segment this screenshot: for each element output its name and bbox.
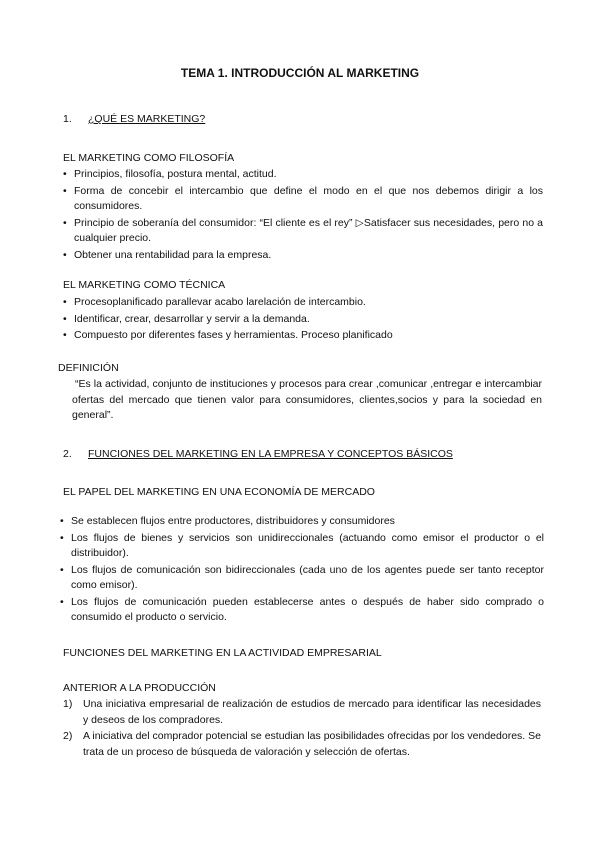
section-2-title: FUNCIONES DEL MARKETING EN LA EMPRESA Y CONCEPTOS BÁSICOS bbox=[88, 448, 453, 460]
section-1-title: ¿QUÉ ES MARKETING? bbox=[88, 113, 206, 125]
anterior-list bbox=[63, 697, 541, 761]
papel-heading: EL PAPEL DEL MARKETING EN UNA ECONOMÍA DE MERCADO bbox=[63, 486, 375, 498]
list-item: • Obtener una rentabilidad para la empresa. bbox=[63, 248, 272, 261]
anterior-heading: ANTERIOR A LA PRODUCCIÓN bbox=[63, 682, 216, 694]
list-item: • Se establecen flujos entre productores, distribuidores y consumidores bbox=[60, 515, 395, 527]
section-2-number: 2. bbox=[63, 448, 72, 460]
list-item: • Los flujos de comunicación pueden establecerse antes o después de haber sido comprado o consumido el producto o servicio. bbox=[60, 595, 544, 623]
list-item: • Los flujos de comunicación son bidireccionales (cada uno de los agentes puede ser tanto receptor como emisor). bbox=[60, 563, 544, 591]
section-1-number: 1. bbox=[63, 113, 72, 125]
document-title: TEMA 1. INTRODUCCIÓN AL MARKETING bbox=[180, 66, 420, 80]
definicion-text: “Es la actividad, conjunto de instituciones y procesos para crear ,comunicar ,entregar e intercambiar ofertas del mercado que tienen valor para consumidores, clientes,socios y para la sociedad en general”. bbox=[72, 378, 542, 421]
list-item: • Principio de soberanía del consumidor: “El cliente es el rey” ▷Satisfacer sus necesidades, pero no a cualquier precio. bbox=[63, 216, 543, 244]
tecnica-list bbox=[63, 295, 543, 345]
papel-list bbox=[60, 514, 544, 627]
list-item: • Compuesto por diferentes fases y herramientas. Proceso planificado bbox=[63, 329, 393, 341]
section-1-heading bbox=[63, 112, 205, 128]
list-item: • Forma de concebir el intercambio que define el modo en el que nos debemos dirigir a los consumidores. bbox=[63, 184, 543, 212]
list-item: 2) A iniciativa del comprador potencial se estudian las posibilidades ofrecidas por los vendedores. Se trata de un proceso de búsqueda de valoración y selección de ofertas. bbox=[63, 730, 541, 758]
list-item: • Identificar, crear, desarrollar y servir a la demanda. bbox=[63, 312, 310, 325]
funciones-heading: FUNCIONES DEL MARKETING EN LA ACTIVIDAD EMPRESARIAL bbox=[63, 647, 382, 659]
filosofia-list bbox=[63, 167, 543, 264]
filosofia-heading: EL MARKETING COMO FILOSOFÍA bbox=[63, 152, 235, 164]
list-item: • Los flujos de bienes y servicios son unidireccionales (actuando como emisor el productor o el distribuidor). bbox=[60, 531, 544, 559]
list-item: • Procesoplanificado parallevar acabo larelación de intercambio. bbox=[63, 296, 366, 308]
list-item: 1) Una iniciativa empresarial de realización de estudios de mercado para identificar las necesidades y deseos de los compradores. bbox=[63, 698, 541, 726]
definicion-heading: DEFINICIÓN bbox=[58, 362, 119, 374]
tecnica-heading: EL MARKETING COMO TÉCNICA bbox=[63, 279, 226, 291]
list-item: • Principios, filosofía, postura mental, actitud. bbox=[63, 168, 277, 180]
section-2-heading bbox=[63, 447, 453, 463]
